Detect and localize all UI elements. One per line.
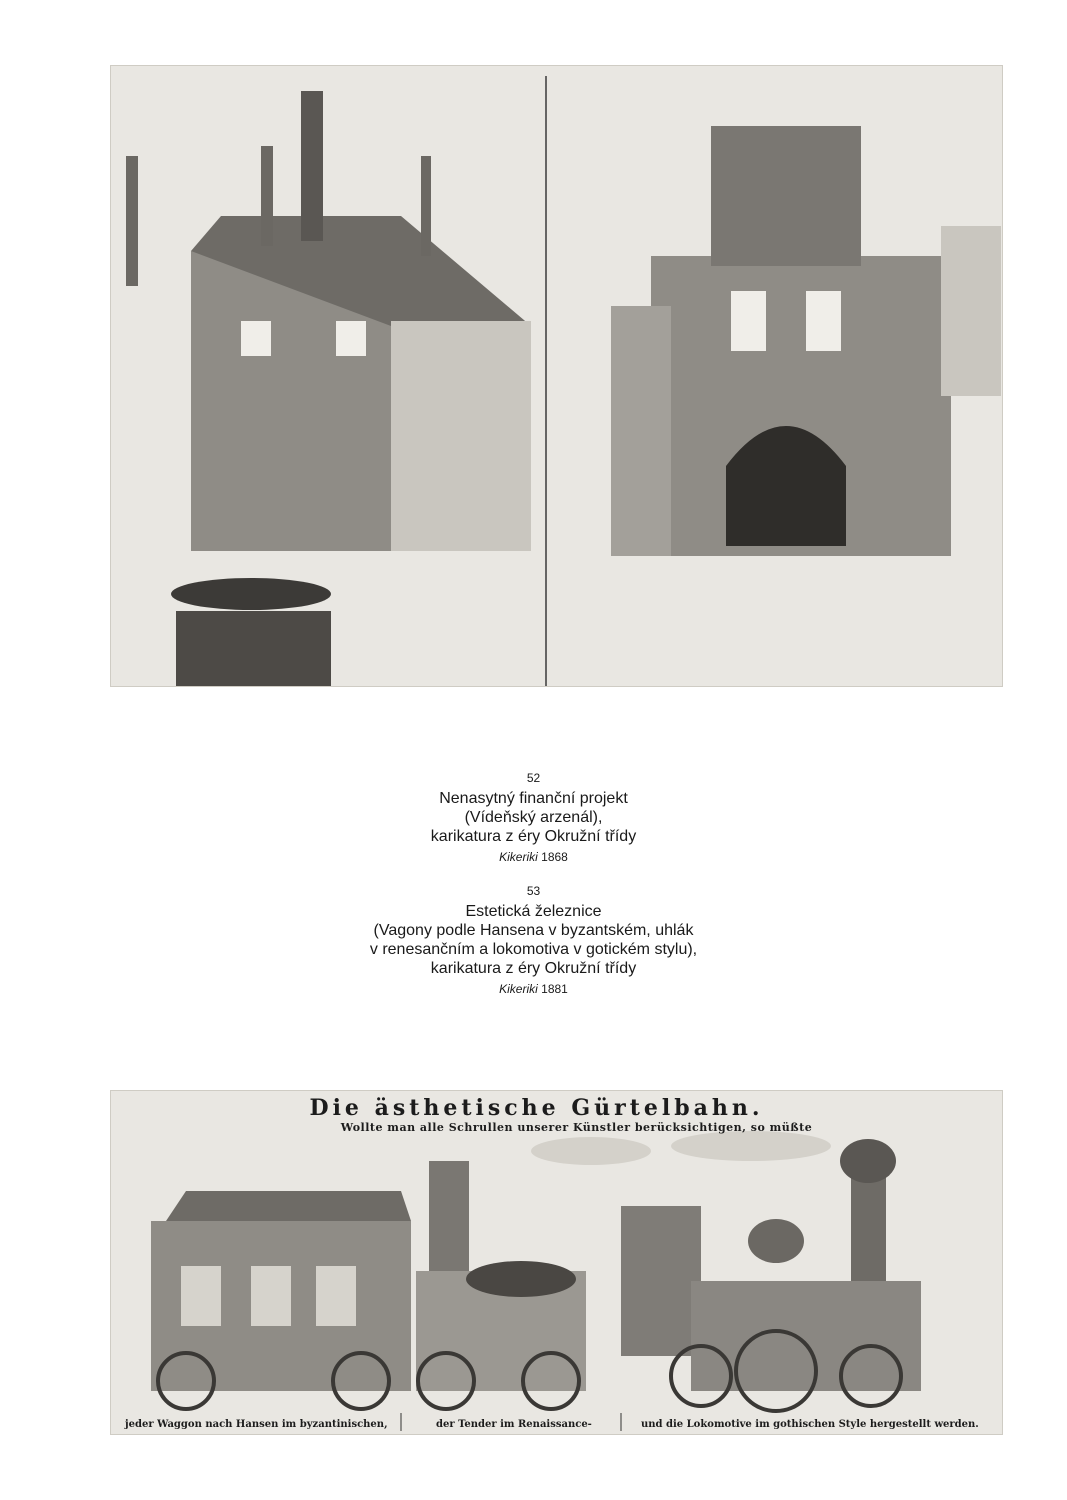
print-foot-right: und die Lokomotive im gothischen Style hergestellt werden. xyxy=(641,1419,979,1430)
source-year: 1881 xyxy=(537,982,568,996)
caption-53 xyxy=(0,883,1067,997)
caption-52 xyxy=(0,770,1067,865)
engraving-placeholder xyxy=(111,1091,1002,1434)
caption-line: (Vídeňský arzenál), xyxy=(464,809,603,826)
illustration-aesthetic-railway xyxy=(110,1090,1003,1435)
print-title: Die ästhetische Gürtelbahn. xyxy=(309,1095,764,1121)
caption-source xyxy=(0,981,1067,997)
caption-line: (Vagony podle Hansena v byzantském, uhlák xyxy=(373,922,694,939)
print-subtitle: Wollte man alle Schrullen unserer Künstler berücksichtigen, so müßte xyxy=(340,1121,813,1134)
source-year: 1868 xyxy=(537,850,568,864)
source-title: Kikeriki xyxy=(499,982,538,996)
source-title: Kikeriki xyxy=(499,850,538,864)
print-foot-middle: der Tender im Renaissance- xyxy=(436,1419,592,1430)
caption-line: karikatura z éry Okružní třídy xyxy=(430,960,637,977)
captions xyxy=(0,770,1067,1015)
caption-line: Estetická železnice xyxy=(465,903,602,920)
caption-line: karikatura z éry Okružní třídy xyxy=(430,828,637,845)
caption-line: Nenasytný finanční projekt xyxy=(439,790,628,807)
engraving-placeholder xyxy=(111,66,1002,686)
illustration-arsenal-caricature xyxy=(110,65,1003,687)
print-foot-left: jeder Waggon nach Hansen im byzantinischen, xyxy=(125,1419,388,1430)
caption-source xyxy=(0,849,1067,865)
caption-line: v renesančním a lokomotiva v gotickém stylu), xyxy=(369,941,698,958)
figure-number: 53 xyxy=(526,884,541,898)
figure-number: 52 xyxy=(526,771,541,785)
